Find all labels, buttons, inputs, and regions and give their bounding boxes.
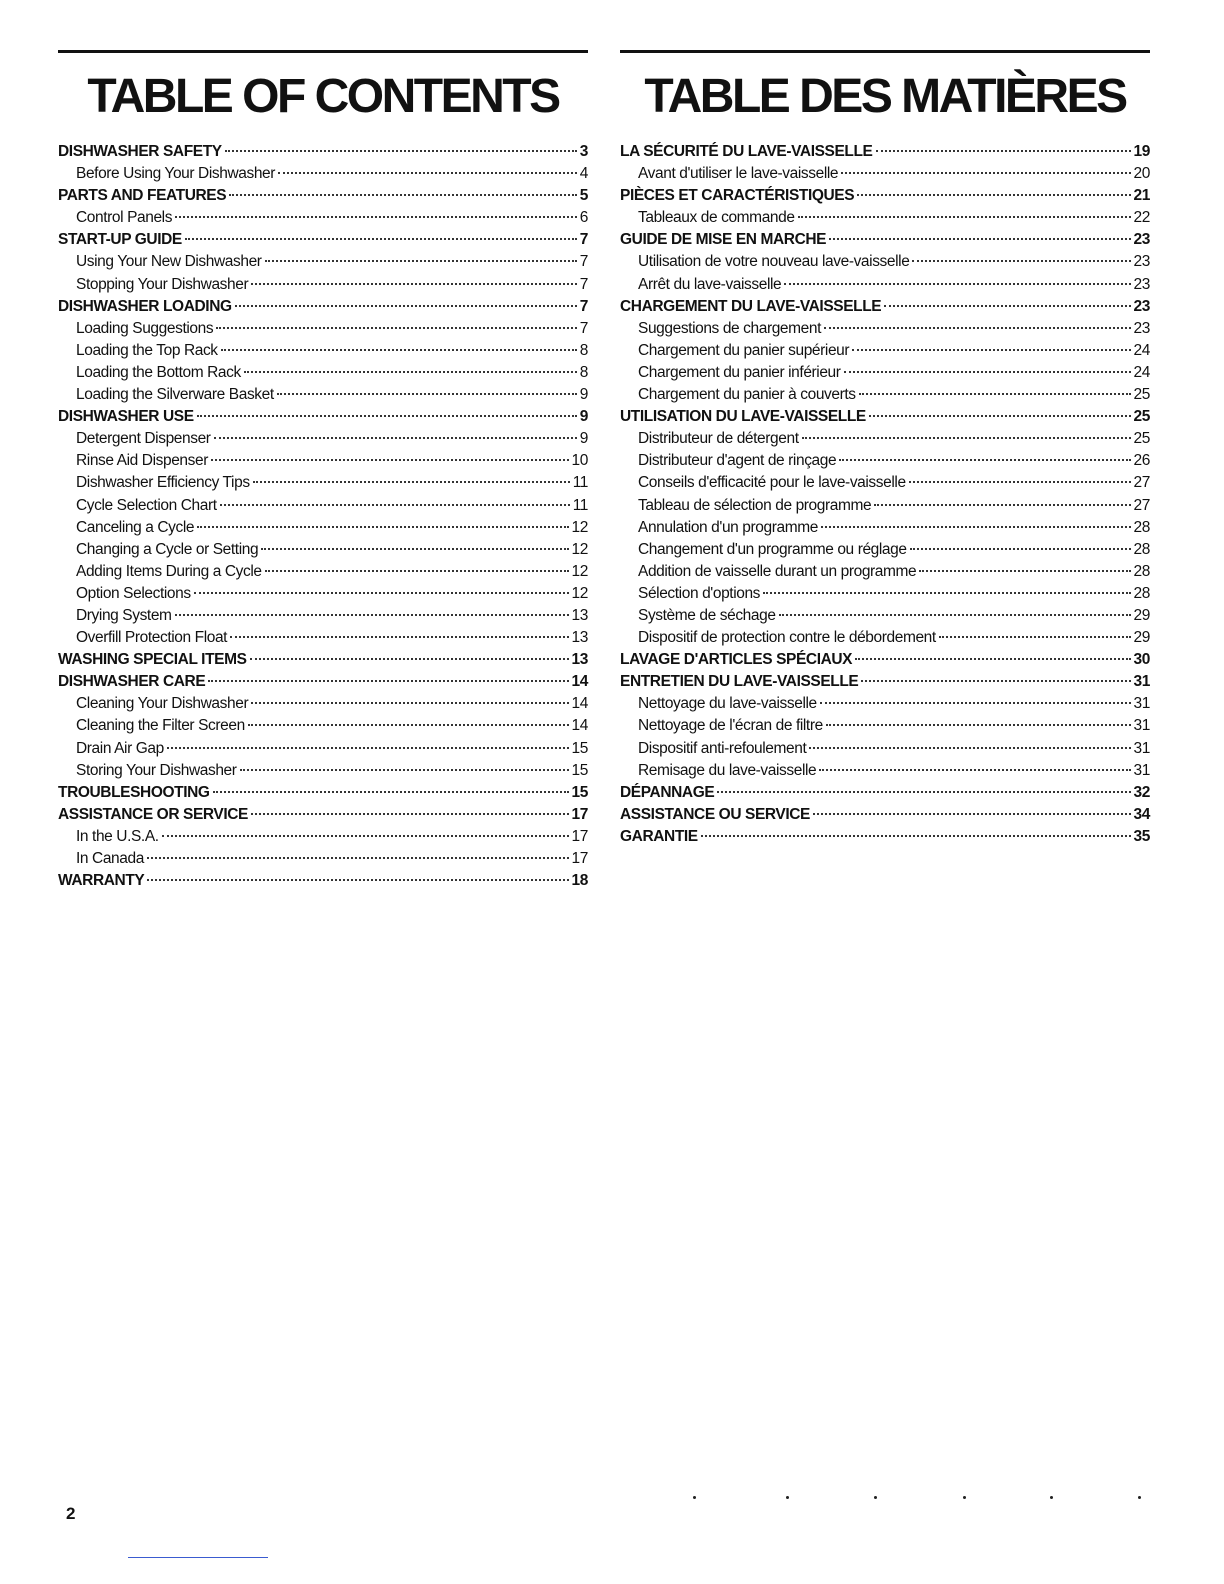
toc-entry-page: 13: [571, 651, 588, 669]
scan-speck: [1050, 1496, 1053, 1499]
toc-subsection-entry: [58, 826, 588, 848]
toc-subsection-entry: [620, 340, 1150, 362]
toc-entry-page: 14: [571, 717, 588, 735]
toc-entry-page: 17: [571, 805, 588, 823]
toc-entry-page: 7: [579, 297, 588, 315]
toc-section-entry: [58, 141, 588, 163]
toc-subsection-entry: [58, 715, 588, 737]
toc-entry-label: Cleaning Your Dishwasher: [76, 695, 249, 713]
dot-leader: [779, 614, 1131, 616]
dot-leader: [869, 415, 1131, 417]
toc-entry-label: Chargement du panier à couverts: [638, 386, 856, 404]
toc-subsection-entry: [620, 517, 1150, 539]
toc-section-entry: [58, 782, 588, 804]
toc-entry-label: Annulation d'un programme: [638, 518, 818, 536]
toc-section-entry: [620, 826, 1150, 848]
toc-entry-page: 15: [571, 739, 588, 757]
toc-section-entry: [620, 406, 1150, 428]
toc-entry-page: 31: [1133, 695, 1150, 713]
toc-entry-page: 11: [572, 496, 588, 514]
toc-subsection-entry: [58, 605, 588, 627]
scan-speck: [874, 1496, 877, 1499]
toc-subsection-entry: [620, 495, 1150, 517]
toc-entry-label: Tableau de sélection de programme: [638, 496, 872, 514]
toc-entry-page: 31: [1133, 717, 1150, 735]
toc-entry-page: 18: [571, 872, 588, 890]
toc-entry-page: 3: [579, 143, 588, 160]
toc-entry-label: Storing Your Dishwasher: [76, 761, 237, 779]
toc-entry-page: 12: [571, 562, 588, 580]
toc-section-entry: [58, 804, 588, 826]
toc-entry-page: 17: [571, 850, 588, 867]
toc-entry-label: Rinse Aid Dispenser: [76, 452, 208, 470]
toc-entry-page: 30: [1133, 651, 1150, 669]
dot-leader: [839, 459, 1130, 461]
toc-entry-page: 6: [579, 209, 588, 227]
toc-entry-page: 12: [571, 518, 588, 536]
toc-entry-page: 32: [1133, 783, 1150, 801]
toc-entry-label: Using Your New Dishwasher: [76, 253, 262, 271]
toc-entry-page: 13: [571, 606, 588, 624]
dot-leader: [859, 393, 1131, 395]
dot-leader: [240, 769, 569, 771]
toc-entry-label: GARANTIE: [620, 827, 698, 845]
toc-entry-page: 23: [1133, 297, 1150, 315]
scan-speck: [693, 1496, 696, 1499]
toc-section-entry: [58, 296, 588, 318]
toc-entry-page: 31: [1133, 739, 1150, 757]
toc-entry-label: Detergent Dispenser: [76, 430, 211, 448]
toc-entry-label: Before Using Your Dishwasher: [76, 165, 276, 183]
toc-entry-label: Loading the Top Rack: [76, 341, 218, 359]
toc-section-entry: [620, 229, 1150, 251]
title-rule: [58, 50, 588, 53]
toc-subsection-entry: [58, 760, 588, 782]
toc-entry-page: 25: [1133, 408, 1150, 426]
toc-entry-page: 31: [1133, 673, 1150, 691]
toc-entry-label: Suggestions de chargement: [638, 319, 822, 337]
dot-leader: [147, 857, 569, 859]
toc-subsection-entry: [620, 274, 1150, 296]
dot-leader: [251, 283, 577, 285]
dot-leader: [213, 791, 569, 793]
toc-entry-label: DÉPANNAGE: [620, 783, 715, 801]
dot-leader: [912, 260, 1130, 262]
dot-leader: [214, 437, 577, 439]
dot-leader: [813, 813, 1131, 815]
dot-leader: [250, 658, 569, 660]
dot-leader: [701, 835, 1131, 837]
toc-entry-label: Chargement du panier inférieur: [638, 363, 841, 381]
toc-subsection-entry: [58, 274, 588, 296]
toc-entry-page: 25: [1133, 386, 1150, 404]
toc-entry-label: Changing a Cycle or Setting: [76, 540, 259, 558]
toc-entry-label: WASHING SPECIAL ITEMS: [58, 651, 247, 669]
toc-section-entry: [58, 406, 588, 428]
toc-entry-label: Loading Suggestions: [76, 319, 214, 337]
dot-leader: [844, 371, 1131, 373]
toc-subsection-entry: [58, 428, 588, 450]
dot-leader: [876, 150, 1131, 152]
toc-subsection-entry: [620, 738, 1150, 760]
dot-leader: [829, 238, 1130, 240]
dot-leader: [162, 835, 569, 837]
page-title: TABLE OF CONTENTS: [87, 70, 559, 123]
toc-section-entry: [620, 671, 1150, 693]
dot-leader: [265, 570, 569, 572]
toc-subsection-entry: [620, 163, 1150, 185]
toc-entry-page: 28: [1133, 584, 1150, 602]
toc-subsection-entry: [620, 472, 1150, 494]
toc-section-entry: [58, 649, 588, 671]
toc-french: [620, 50, 1150, 848]
toc-entry-label: WARRANTY: [58, 872, 145, 890]
toc-entry-page: 23: [1133, 231, 1150, 249]
toc-subsection-entry: [620, 693, 1150, 715]
toc-entry-page: 9: [579, 408, 588, 426]
dot-leader: [820, 702, 1131, 704]
toc-subsection-entry: [620, 539, 1150, 561]
toc-entry-label: In Canada: [76, 850, 144, 867]
dot-leader: [717, 791, 1130, 793]
dot-leader: [919, 570, 1130, 572]
toc-subsection-entry: [58, 848, 588, 870]
toc-entry-label: Nettoyage du lave-vaisselle: [638, 695, 817, 713]
dot-leader: [244, 371, 577, 373]
dot-leader: [261, 548, 568, 550]
toc-entry-label: Changement d'un programme ou réglage: [638, 540, 907, 558]
toc-entry-page: 8: [579, 363, 588, 381]
toc-entry-label: Dispositif anti-refoulement: [638, 739, 807, 757]
toc-entry-page: 29: [1133, 629, 1150, 647]
toc-section-entry: [620, 296, 1150, 318]
dot-leader: [251, 702, 568, 704]
toc-subsection-entry: [58, 163, 588, 185]
toc-entry-label: In the U.S.A.: [76, 827, 159, 845]
toc-entry-label: GUIDE DE MISE EN MARCHE: [620, 231, 827, 249]
toc-entry-page: 24: [1133, 341, 1150, 359]
dot-leader: [802, 437, 1131, 439]
toc-subsection-entry: [58, 207, 588, 229]
dot-leader: [277, 393, 577, 395]
dot-leader: [175, 216, 577, 218]
toc-subsection-entry: [58, 340, 588, 362]
toc-entry-page: 7: [579, 253, 588, 271]
toc-entry-label: CHARGEMENT DU LAVE-VAISSELLE: [620, 297, 882, 315]
toc-entry-page: 5: [579, 187, 588, 205]
toc-entry-label: Control Panels: [76, 209, 173, 227]
toc-entry-label: Drain Air Gap: [76, 739, 164, 757]
dot-leader: [175, 614, 569, 616]
toc-entry-label: PARTS AND FEATURES: [58, 187, 227, 205]
toc-entry-label: ENTRETIEN DU LAVE-VAISSELLE: [620, 673, 859, 691]
toc-entry-page: 34: [1133, 805, 1150, 823]
toc-entry-label: DISHWASHER CARE: [58, 673, 206, 691]
toc-entry-label: LA SÉCURITÉ DU LAVE-VAISSELLE: [620, 143, 873, 160]
dot-leader: [784, 283, 1130, 285]
toc-entry-label: Cycle Selection Chart: [76, 496, 217, 514]
dot-leader: [229, 194, 577, 196]
dot-leader: [884, 305, 1130, 307]
toc-entry-page: 14: [571, 695, 588, 713]
toc-entry-label: Loading the Silverware Basket: [76, 386, 274, 404]
dot-leader: [826, 724, 1131, 726]
dot-leader: [909, 481, 1131, 483]
toc-list: [58, 141, 588, 892]
toc-entry-page: 28: [1133, 540, 1150, 558]
dot-leader: [194, 592, 569, 594]
dot-leader: [216, 327, 577, 329]
toc-subsection-entry: [58, 495, 588, 517]
toc-entry-page: 7: [579, 231, 588, 249]
toc-entry-label: Utilisation de votre nouveau lave-vaisselle: [638, 253, 910, 271]
toc-subsection-entry: [620, 583, 1150, 605]
toc-entry-page: 9: [579, 386, 588, 404]
dot-leader: [939, 636, 1131, 638]
toc-entry-label: Option Selections: [76, 584, 191, 602]
toc-entry-page: 11: [572, 474, 588, 492]
dot-leader: [852, 349, 1130, 351]
dot-leader: [185, 238, 577, 240]
toc-entry-page: 9: [579, 430, 588, 448]
toc-subsection-entry: [620, 561, 1150, 583]
toc-entry-label: UTILISATION DU LAVE-VAISSELLE: [620, 408, 866, 426]
dot-leader: [278, 172, 577, 174]
dot-leader: [220, 504, 570, 506]
toc-entry-page: 31: [1133, 761, 1150, 779]
toc-subsection-entry: [620, 605, 1150, 627]
toc-entry-page: 26: [1133, 452, 1150, 470]
scan-speck: [1138, 1496, 1141, 1499]
toc-list: [620, 141, 1150, 848]
dot-leader: [251, 813, 569, 815]
toc-entry-label: Loading the Bottom Rack: [76, 363, 241, 381]
toc-subsection-entry: [620, 760, 1150, 782]
toc-entry-page: 21: [1133, 187, 1150, 205]
toc-subsection-entry: [620, 318, 1150, 340]
dot-leader: [253, 481, 570, 483]
toc-section-entry: [58, 671, 588, 693]
dot-leader: [197, 415, 577, 417]
toc-entry-label: Chargement du panier supérieur: [638, 341, 850, 359]
toc-entry-label: Nettoyage de l'écran de filtre: [638, 717, 823, 735]
toc-entry-page: 27: [1133, 474, 1150, 492]
toc-entry-label: START-UP GUIDE: [58, 231, 182, 249]
toc-entry-page: 17: [571, 827, 588, 845]
toc-subsection-entry: [58, 539, 588, 561]
toc-subsection-entry: [58, 561, 588, 583]
toc-section-entry: [620, 782, 1150, 804]
dot-leader: [855, 658, 1130, 660]
dot-leader: [798, 216, 1131, 218]
toc-subsection-entry: [58, 362, 588, 384]
toc-entry-label: Sélection d'options: [638, 584, 761, 602]
toc-entry-page: 28: [1133, 518, 1150, 536]
page-number: 2: [66, 1504, 76, 1523]
toc-subsection-entry: [58, 472, 588, 494]
scan-artifact-line: [128, 1557, 268, 1558]
toc-entry-label: Avant d'utiliser le lave-vaisselle: [638, 165, 839, 183]
toc-entry-page: 12: [571, 540, 588, 558]
toc-entry-page: 19: [1133, 143, 1150, 160]
toc-entry-page: 23: [1133, 253, 1150, 271]
dot-leader: [225, 150, 577, 152]
toc-entry-label: TROUBLESHOOTING: [58, 783, 210, 801]
toc-entry-page: 25: [1133, 430, 1150, 448]
toc-subsection-entry: [620, 207, 1150, 229]
dot-leader: [763, 592, 1131, 594]
toc-entry-label: Tableaux de commande: [638, 209, 795, 227]
toc-entry-page: 10: [571, 452, 588, 470]
toc-entry-label: Canceling a Cycle: [76, 518, 195, 536]
toc-section-entry: [58, 185, 588, 207]
toc-entry-label: Distributeur de détergent: [638, 430, 799, 448]
toc-entry-page: 27: [1133, 496, 1150, 514]
toc-entry-page: 4: [579, 165, 588, 183]
toc-section-entry: [620, 141, 1150, 163]
scan-speck: [786, 1496, 789, 1499]
toc-subsection-entry: [58, 583, 588, 605]
toc-entry-page: 12: [571, 584, 588, 602]
dot-leader: [861, 680, 1130, 682]
toc-entry-page: 23: [1133, 275, 1150, 293]
toc-subsection-entry: [58, 738, 588, 760]
toc-subsection-entry: [58, 450, 588, 472]
toc-entry-page: 8: [579, 341, 588, 359]
toc-section-entry: [58, 870, 588, 892]
toc-subsection-entry: [620, 384, 1150, 406]
toc-entry-label: Système de séchage: [638, 606, 776, 624]
toc-section-entry: [620, 649, 1150, 671]
toc-entry-page: 7: [579, 275, 588, 293]
dot-leader: [809, 747, 1130, 749]
toc-section-entry: [620, 804, 1150, 826]
toc-entry-page: 15: [571, 761, 588, 779]
toc-entry-page: 20: [1133, 165, 1150, 183]
toc-entry-page: 13: [571, 629, 588, 647]
dot-leader: [857, 194, 1130, 196]
dot-leader: [230, 636, 568, 638]
toc-entry-label: Overfill Protection Float: [76, 629, 228, 647]
toc-entry-label: Remisage du lave-vaisselle: [638, 761, 817, 779]
toc-entry-page: 15: [571, 783, 588, 801]
toc-entry-label: Stopping Your Dishwasher: [76, 275, 249, 293]
toc-entry-label: LAVAGE D'ARTICLES SPÉCIAUX: [620, 651, 853, 669]
toc-entry-page: 28: [1133, 562, 1150, 580]
toc-subsection-entry: [620, 627, 1150, 649]
toc-entry-label: Dishwasher Efficiency Tips: [76, 474, 250, 492]
toc-entry-label: DISHWASHER LOADING: [58, 297, 232, 315]
dot-leader: [167, 747, 569, 749]
toc-entry-label: Adding Items During a Cycle: [76, 562, 262, 580]
dot-leader: [824, 327, 1131, 329]
toc-subsection-entry: [58, 384, 588, 406]
dot-leader: [147, 879, 568, 881]
dot-leader: [221, 349, 577, 351]
toc-subsection-entry: [620, 428, 1150, 450]
dot-leader: [208, 680, 568, 682]
toc-subsection-entry: [620, 450, 1150, 472]
toc-entry-label: ASSISTANCE OU SERVICE: [620, 805, 810, 823]
dot-leader: [874, 504, 1130, 506]
dot-leader: [265, 260, 577, 262]
toc-entry-label: Distributeur d'agent de rinçage: [638, 452, 837, 470]
toc-entry-label: Dispositif de protection contre le débordement: [638, 629, 936, 647]
toc-section-entry: [620, 185, 1150, 207]
toc-subsection-entry: [58, 251, 588, 273]
toc-entry-label: Drying System: [76, 606, 172, 624]
toc-entry-page: 23: [1133, 319, 1150, 337]
toc-subsection-entry: [58, 693, 588, 715]
toc-subsection-entry: [58, 318, 588, 340]
toc-subsection-entry: [620, 251, 1150, 273]
title-rule: [620, 50, 1150, 53]
toc-subsection-entry: [58, 627, 588, 649]
dot-leader: [841, 172, 1130, 174]
toc-entry-page: 14: [571, 673, 588, 691]
toc-entry-label: Cleaning the Filter Screen: [76, 717, 245, 735]
toc-entry-label: PIÈCES ET CARACTÉRISTIQUES: [620, 187, 855, 205]
toc-entry-label: Addition de vaisselle durant un programme: [638, 562, 917, 580]
toc-entry-page: 7: [579, 319, 588, 337]
dot-leader: [211, 459, 569, 461]
dot-leader: [248, 724, 569, 726]
scan-speck: [963, 1496, 966, 1499]
toc-entry-page: 29: [1133, 606, 1150, 624]
toc-entry-page: 24: [1133, 363, 1150, 381]
dot-leader: [197, 526, 568, 528]
page-title: TABLE DES MATIÈRES: [644, 70, 1126, 123]
toc-entry-label: Arrêt du lave-vaisselle: [638, 275, 782, 293]
toc-entry-page: 22: [1133, 209, 1150, 227]
dot-leader: [821, 526, 1131, 528]
dot-leader: [910, 548, 1131, 550]
toc-entry-label: DISHWASHER SAFETY: [58, 143, 222, 160]
dot-leader: [819, 769, 1130, 771]
toc-entry-label: ASSISTANCE OR SERVICE: [58, 805, 248, 823]
toc-section-entry: [58, 229, 588, 251]
toc-entry-label: DISHWASHER USE: [58, 408, 194, 426]
toc-subsection-entry: [620, 715, 1150, 737]
dot-leader: [235, 305, 577, 307]
toc-english: [58, 50, 588, 892]
toc-entry-label: Conseils d'efficacité pour le lave-vaisselle: [638, 474, 906, 492]
toc-entry-page: 35: [1133, 827, 1150, 845]
toc-subsection-entry: [620, 362, 1150, 384]
toc-subsection-entry: [58, 517, 588, 539]
